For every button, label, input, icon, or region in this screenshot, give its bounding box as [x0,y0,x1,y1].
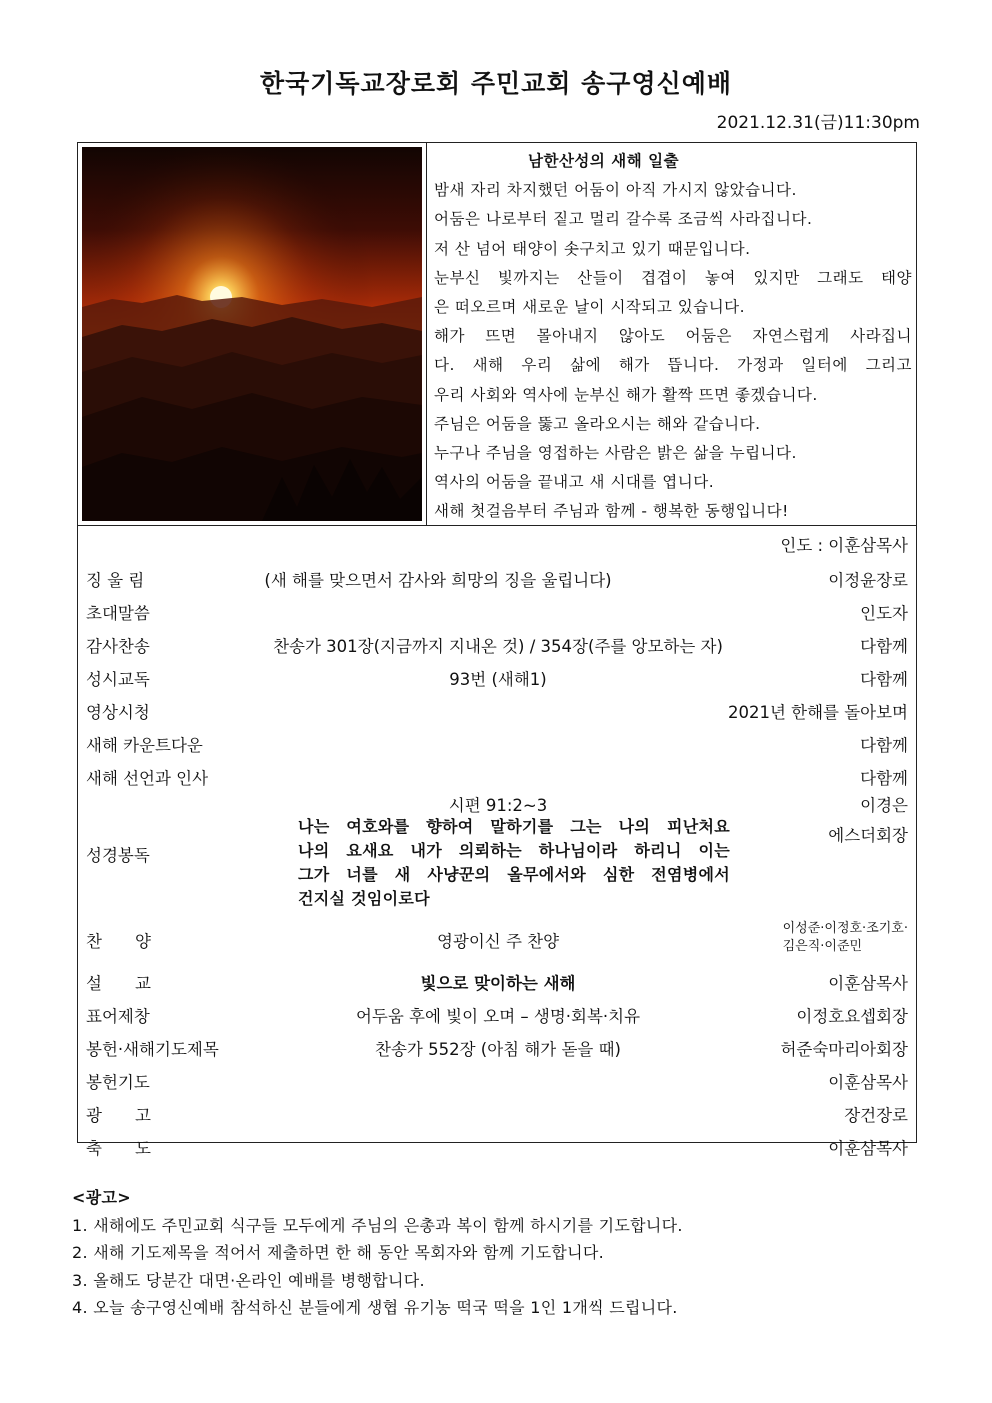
poem [434,147,912,527]
order-row [78,1030,916,1063]
order-person: 다함께 [860,670,908,689]
order-content: 찬송가 301장(지금까지 지내온 것) / 354장(주를 앙모하는 자) [273,637,723,656]
order-content: 찬송가 552장 (아침 해가 돋을 때) [375,1040,621,1059]
order-person: 장건장로 [844,1106,908,1125]
order-person: 다함께 [860,736,908,755]
order-label: 성경봉독 [86,846,150,865]
order-person: 이정호요셉회장 [796,1007,908,1026]
announcement-item: 1. 새해에도 주민교회 식구들 모두에게 주님의 은총과 복이 함께 하시기를 기도합니다. [72,1215,683,1235]
scripture-line: 나는 여호와를 향하여 말하기를 그는 나의 피난처요 [298,817,730,836]
service-date: 2021.12.31(금)11:30pm [716,113,920,133]
announcements-heading: <광고> [72,1188,131,1207]
poem-line: 어둠은 나로부터 짙고 멀리 갈수록 조금씩 사라집니다. [434,210,813,229]
order-label: 새해 카운트다운 [86,736,203,755]
scripture-line: 건지실 것임이로다 [298,889,430,908]
order-label: 표어제창 [86,1007,150,1026]
order-row [78,627,916,660]
order-row [78,1096,916,1129]
reader-title: 에스더회장 [828,826,908,845]
scripture-line: 나의 요새요 내가 의뢰하는 하나님이라 하리니 이는 [298,841,730,860]
reader-name: 이경은 [860,796,908,815]
poem-line: 역사의 어둠을 끝내고 새 시대를 엽니다. [434,473,715,492]
scripture-text [298,815,730,911]
order-person: 2021년 한해를 돌아보며 [728,703,908,722]
top-row [78,143,916,526]
order-label: 봉헌·새해기도제목 [86,1040,219,1059]
poem-line: 은 떠오르며 새로운 날이 시작되고 있습니다. [434,298,746,317]
scripture-line: 그가 너를 새 사냥꾼의 올무에서와 심한 전염병에서 [298,865,730,884]
order-row [78,1129,916,1162]
order-person: 인도자 [860,604,908,623]
order-person [783,920,908,956]
photo-cell [78,143,427,525]
order-label: 축 도 [86,1139,151,1158]
praise-members: 김은직·이준민 [782,939,863,954]
order-row [78,759,916,792]
order-label: 초대말씀 [86,604,150,623]
order-row [78,660,916,693]
order-person: 이훈삼목사 [828,1139,908,1158]
sermon-title: 빛으로 맞이하는 새해 [420,974,576,993]
announcements [72,1184,683,1322]
order-row [78,693,916,726]
praise-members: 이성준·이정호·조기호· [782,921,908,936]
announcement-item: 4. 오늘 송구영신예배 참석하신 분들에게 생협 유기농 떡국 떡을 1인 1개씩 드립니다. [72,1298,678,1317]
scripture-reader [828,792,908,846]
order-row [78,964,916,997]
announcement-item: 2. 새해 기도제목을 적어서 제출하면 한 해 동안 목회자와 함께 기도합니다. [72,1243,605,1262]
poem-line: 밤새 자리 차지했던 어둠이 아직 가시지 않았습니다. [434,181,797,200]
order-row [78,920,916,964]
poem-line: 누구나 주님을 영접하는 사람은 밝은 삶을 누립니다. [434,444,797,463]
scripture-reference: 시편 91:2~3 [448,796,548,815]
order-person: 이정윤장로 [828,571,908,590]
order-label: 성시교독 [86,670,150,689]
service-leader: 인도 : 이훈삼목사 [780,536,908,555]
order-label: 감사찬송 [86,637,150,656]
announcement-item: 3. 올해도 당분간 대면·온라인 예배를 병행합니다. [72,1270,425,1290]
order-content: 어두움 후에 빛이 오며 – 생명·회복·치유 [355,1007,641,1026]
order-label: 찬 양 [86,932,151,951]
sunrise-photo [82,147,422,521]
bulletin-frame [77,142,917,1158]
order-person: 다함께 [860,637,908,656]
order-person: 다함께 [860,769,908,788]
order-row [78,997,916,1030]
scripture-row [78,792,916,918]
poem-line: 눈부신 빛까지는 산들이 겹겹이 놓여 있지만 그래도 태양 [434,268,912,287]
poem-line: 다. 새해 우리 삶에 해가 뜹니다. 가정과 일터에 그리고 [434,356,912,375]
order-label: 징 울 림 [86,571,145,590]
poem-line: 주님은 어둠을 뚫고 올라오시는 해와 같습니다. [434,414,761,433]
order-person: 허준숙마리아회장 [780,1040,908,1059]
page-title: 한국기독교장로회 주민교회 송구영신예배 [259,69,733,98]
order-content: (새 해를 맞으면서 감사와 희망의 징을 울립니다) [264,571,612,590]
order-row [78,594,916,627]
poem-line: 저 산 넘어 태양이 솟구치고 있기 때문입니다. [434,239,751,258]
order-label: 영상시청 [86,703,150,722]
poem-line: 우리 사회와 역사에 눈부신 해가 활짝 뜨면 좋겠습니다. [434,385,818,404]
order-content: 영광이신 주 찬양 [436,932,560,951]
poem-line: 새해 첫걸음부터 주님과 함께 - 행복한 동행입니다! [434,502,789,521]
order-person: 이훈삼목사 [828,1073,908,1092]
poem-line: 해가 뜨면 몰아내지 않아도 어둠은 자연스럽게 사라집니 [434,327,912,346]
order-person: 이훈삼목사 [828,974,908,993]
order-content: 93번 (새해1) [449,670,547,689]
order-label: 광 고 [86,1106,151,1125]
order-row [78,1063,916,1096]
order-label: 봉헌기도 [86,1073,150,1092]
order-row [78,561,916,594]
order-label: 설 교 [86,974,151,993]
order-row [78,726,916,759]
order-label: 새해 선언과 인사 [86,769,209,788]
poem-title: 남한산성의 새해 일출 [528,152,680,170]
